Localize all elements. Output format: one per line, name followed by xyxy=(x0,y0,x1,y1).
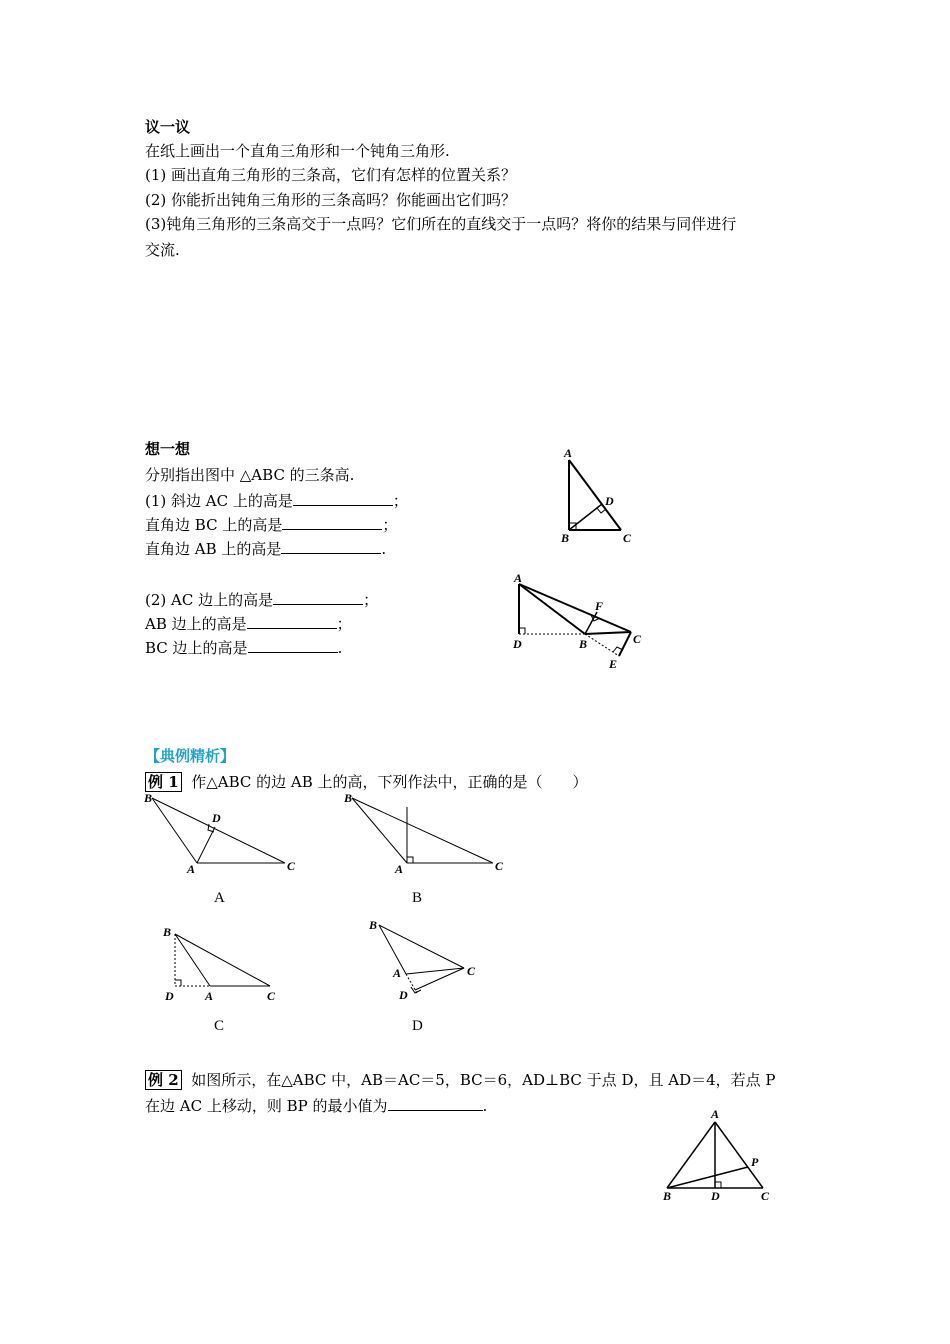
label-b: B xyxy=(369,918,378,932)
isosceles-triangle-figure xyxy=(655,1105,785,1205)
label-b: B xyxy=(144,791,153,805)
right-triangle-figure xyxy=(555,445,645,545)
label-c: C xyxy=(623,531,632,545)
label-c: C xyxy=(633,632,642,646)
label-a: A xyxy=(514,571,523,585)
answer-blank[interactable] xyxy=(248,638,338,653)
answer-blank[interactable] xyxy=(293,491,393,506)
answer-blank[interactable] xyxy=(247,614,337,629)
label-b: B xyxy=(579,637,588,651)
label-c: C xyxy=(287,859,296,873)
option-b-label[interactable]: B xyxy=(412,890,423,906)
obtuse-triangle-figure xyxy=(505,570,655,670)
option-d-figure xyxy=(365,915,505,1010)
discuss-question-3: (3)钝角三角形的三条高交于一点吗？它们所在的直线交于一点吗？将你的结果与同伴进行 xyxy=(145,215,737,233)
label-e: E xyxy=(609,657,618,671)
label-c: C xyxy=(495,859,504,873)
label-d: D xyxy=(513,637,522,651)
think-p1-line1: (1) 斜边 AC 上的高是 ； xyxy=(145,492,408,510)
option-c-label[interactable]: C xyxy=(214,1018,225,1034)
altitude-ce xyxy=(619,632,631,656)
option-c-figure xyxy=(155,920,295,1010)
label-d: D xyxy=(165,989,174,1003)
label-b: B xyxy=(663,1189,672,1203)
label-b: B xyxy=(344,791,353,805)
section-title-discuss: 议一议 xyxy=(145,118,191,136)
example-2-text-cont: 在边 AC 上移动，则 BP 的最小值为 . xyxy=(145,1097,488,1115)
label-a: A xyxy=(393,966,402,980)
label-c: C xyxy=(761,1189,770,1203)
discuss-question-2: (2) 你能折出钝角三角形的三条高吗？你能画出它们吗？ xyxy=(145,191,517,209)
example-1-text: 例 1 作△ABC 的边 AB 上的高，下列作法中，正确的是（ ） xyxy=(145,772,588,792)
think-p2-line1: (2) AC 边上的高是 ； xyxy=(145,591,379,609)
discuss-question-1: (1) 画出直角三角形的三条高，它们有怎样的位置关系？ xyxy=(145,166,517,184)
label-d: D xyxy=(212,811,221,825)
think-p2-line3: BC 边上的高是 . xyxy=(145,639,343,657)
think-intro: 分别指出图中 △ABC 的三条高. xyxy=(145,466,355,484)
label-c: C xyxy=(267,989,276,1003)
option-d-label[interactable]: D xyxy=(412,1018,423,1034)
think-p2-line2: AB 边上的高是 ； xyxy=(145,615,352,633)
label-a: A xyxy=(711,1107,720,1121)
label-b: B xyxy=(561,531,570,545)
label-b: B xyxy=(163,925,172,939)
label-a: A xyxy=(205,989,214,1003)
label-a: A xyxy=(564,446,573,460)
think-p1-line3: 直角边 AB 上的高是 . xyxy=(145,540,387,558)
segment-bc xyxy=(585,632,631,634)
section-title-think: 想一想 xyxy=(145,440,191,458)
extension-be xyxy=(585,634,619,656)
label-a: A xyxy=(395,862,404,876)
option-a-label[interactable]: A xyxy=(214,890,225,906)
think-p1-line2: 直角边 BC 上的高是 ； xyxy=(145,516,398,534)
discuss-question-3-cont: 交流. xyxy=(145,241,180,259)
label-d: D xyxy=(711,1189,720,1203)
option-a-figure xyxy=(140,790,310,880)
answer-blank[interactable] xyxy=(281,539,381,554)
option-b-figure xyxy=(340,790,510,880)
discuss-intro: 在纸上画出一个直角三角形和一个钝角三角形. xyxy=(145,142,450,160)
answer-blank[interactable] xyxy=(273,590,363,605)
label-f: F xyxy=(595,599,604,613)
label-c: C xyxy=(467,964,476,978)
label-p: P xyxy=(751,1155,759,1169)
label-a: A xyxy=(187,862,196,876)
example-1-tag: 例 1 xyxy=(145,772,182,792)
answer-blank[interactable] xyxy=(388,1096,483,1111)
section-title-examples: 【典例精析】 xyxy=(145,747,236,765)
label-d: D xyxy=(399,988,408,1002)
segment-ac xyxy=(519,584,631,632)
answer-blank[interactable] xyxy=(282,515,382,530)
label-d: D xyxy=(605,494,614,508)
example-2-tag: 例 2 xyxy=(145,1070,182,1090)
example-2-text: 例 2 如图所示，在△ABC 中，AB＝AC＝5，BC＝6，AD⊥BC 于点 D，且 AD＝4，若点 P xyxy=(145,1070,776,1090)
altitude-bd xyxy=(569,504,602,530)
